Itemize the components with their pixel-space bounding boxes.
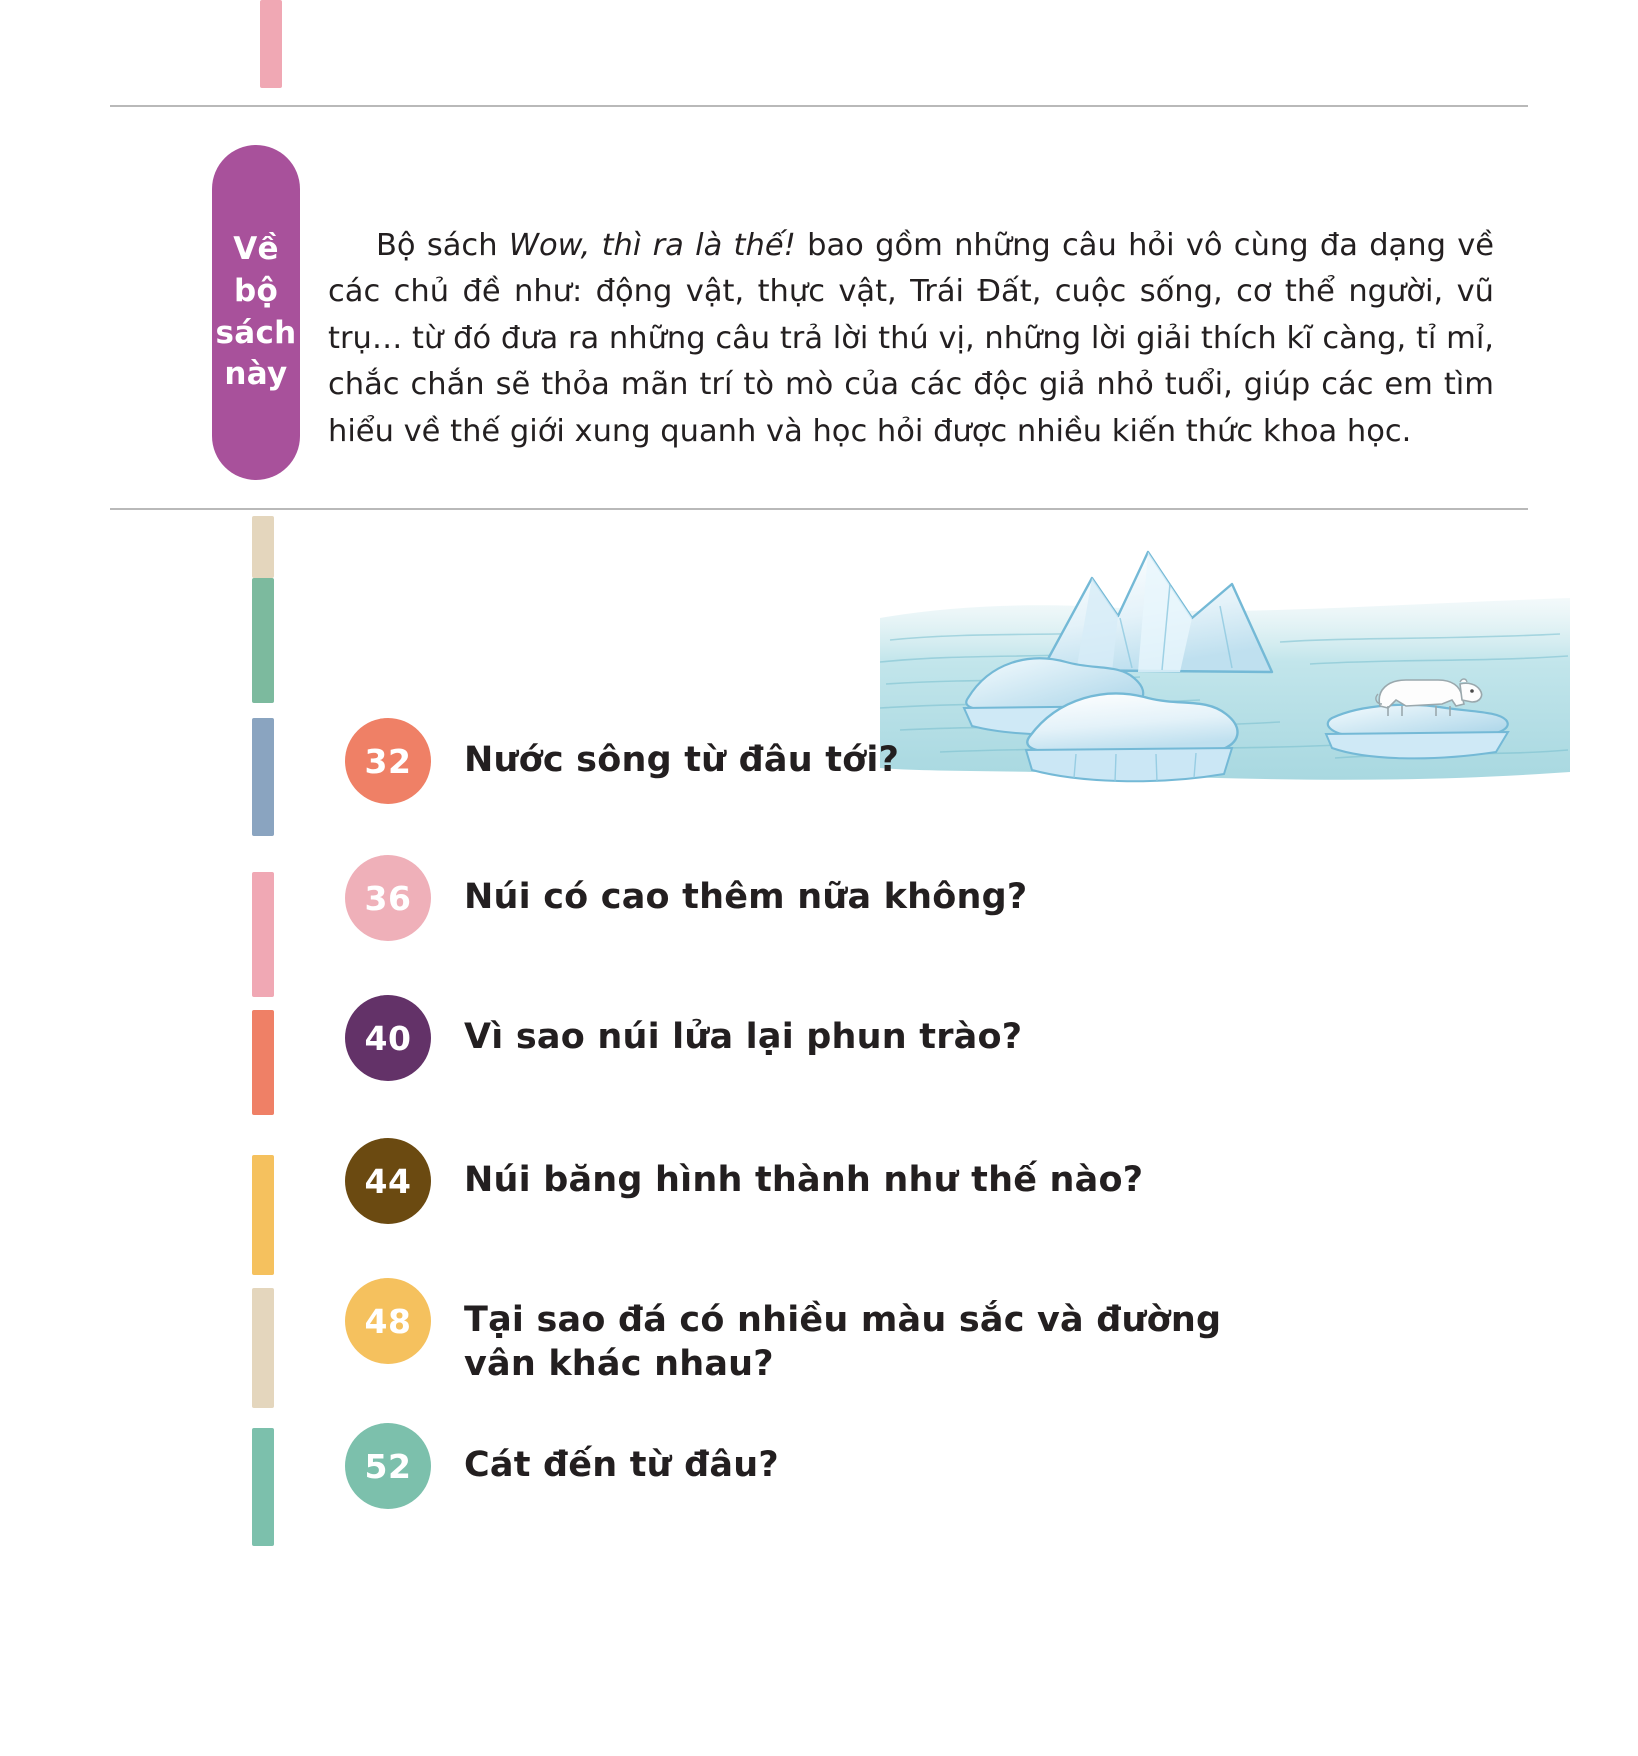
toc-number-text: 48 [364, 1301, 412, 1341]
toc-entry-title[interactable]: Cát đến từ đâu? [464, 1445, 779, 1485]
toc-item[interactable] [345, 995, 1022, 1081]
toc-number-text: 40 [364, 1018, 412, 1058]
toc-page-number [345, 995, 431, 1081]
intro-prefix: Bộ sách [376, 227, 509, 263]
toc-entry-title[interactable]: Núi băng hình thành như thế nào? [464, 1160, 1144, 1200]
toc-item[interactable] [345, 1423, 779, 1509]
divider-top [110, 105, 1528, 107]
side-bar-3 [252, 718, 274, 836]
toc-page-number [345, 1423, 431, 1509]
toc-entry-title[interactable]: Núi có cao thêm nữa không? [464, 877, 1028, 917]
toc-page-number [345, 855, 431, 941]
side-bar-4 [252, 872, 274, 997]
toc-item[interactable] [345, 1278, 1274, 1386]
toc-item[interactable] [345, 855, 1027, 941]
toc-entry-title[interactable]: Nước sông từ đâu tới? [464, 740, 900, 780]
toc-number-text: 44 [364, 1161, 412, 1201]
toc-page-number [345, 718, 431, 804]
divider-middle [110, 508, 1528, 510]
iceberg-polar-bear-illustration [880, 522, 1570, 822]
toc-number-text: 32 [364, 741, 412, 781]
toc-page-number [345, 1278, 431, 1364]
toc-number-text: 36 [364, 878, 412, 918]
toc-item[interactable] [345, 1138, 1143, 1224]
about-pill-line-3: này [224, 356, 288, 393]
side-bar-5 [252, 1010, 274, 1115]
toc-entry-title[interactable]: Tại sao đá có nhiều màu sắc và đường vân khác nhau? [464, 1300, 1222, 1385]
side-bar-0 [260, 0, 282, 88]
about-book-pill [212, 145, 300, 480]
toc-entry-title[interactable]: Vì sao núi lửa lại phun trào? [464, 1017, 1023, 1057]
side-bar-1 [252, 516, 274, 578]
toc-page-number [345, 1138, 431, 1224]
intro-rest: bao gồm những câu hỏi vô cùng đa dạng về các chủ đề như: động vật, thực vật, Trái Đất, cuộc sống, cơ thể người, vũ trụ… từ đó đưa ra những câu trả lời thú vị, những lời giải thích kĩ càng, tỉ mỉ, chắc chắn sẽ thỏa mãn trí tò mò của các độc giả nhỏ tuổi, giúp các em tìm hiểu về thế giới xung quanh và học hỏi được nhiều kiến thức khoa học. [328, 227, 1495, 450]
toc-item[interactable] [345, 718, 899, 804]
about-pill-line-0: Về [233, 230, 279, 267]
side-bar-2 [252, 578, 274, 703]
side-bar-7 [252, 1288, 274, 1408]
intro-book-title: Wow, thì ra là thế! [508, 227, 796, 263]
intro-paragraph [328, 223, 1494, 456]
side-bar-6 [252, 1155, 274, 1275]
toc-number-text: 52 [364, 1446, 412, 1486]
side-bar-8 [252, 1428, 274, 1546]
about-pill-line-2: sách [215, 314, 297, 351]
about-pill-line-1: bộ [233, 272, 279, 309]
